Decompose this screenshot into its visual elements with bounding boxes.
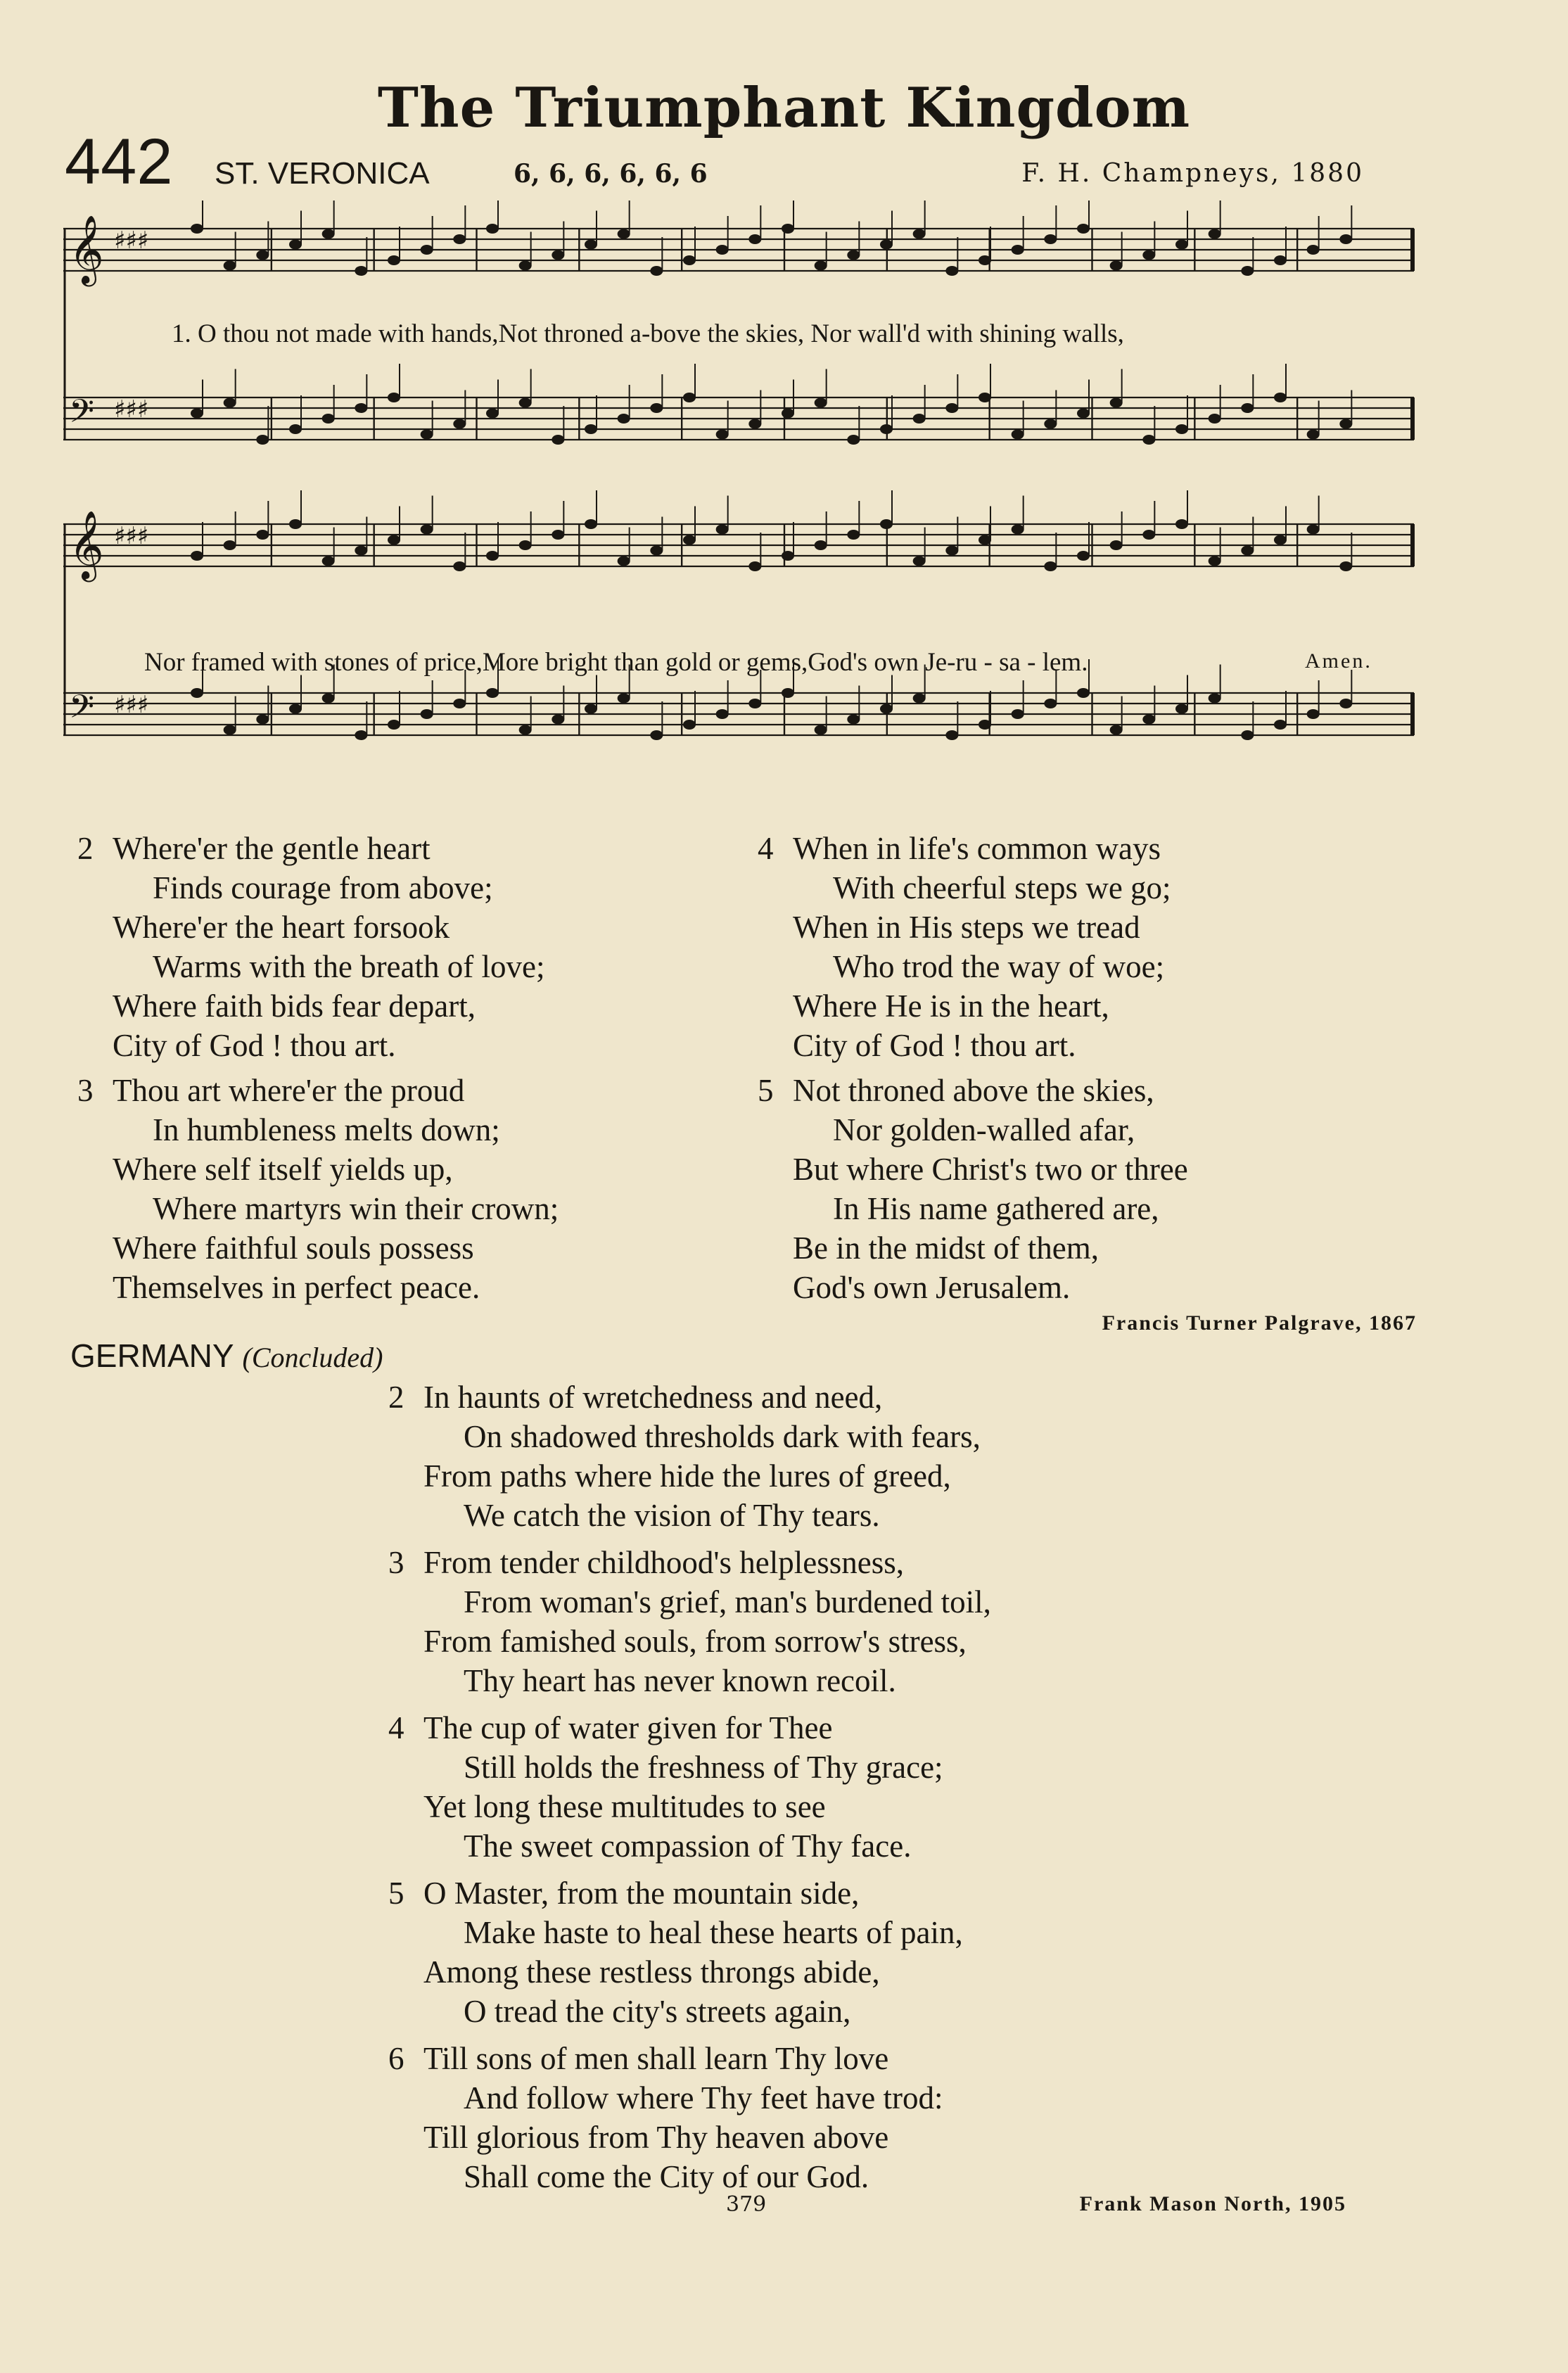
note-head [1209, 414, 1221, 424]
bass-clef-icon: 𝄢 [69, 688, 95, 734]
note-head [1110, 725, 1123, 735]
key-signature: ♯♯♯ [114, 395, 149, 424]
note-head [256, 530, 269, 540]
note-head [486, 409, 499, 419]
note-head [421, 430, 433, 440]
note-head [1012, 430, 1024, 440]
note-head [945, 546, 958, 556]
note-head [1274, 720, 1287, 730]
note-head [1241, 546, 1254, 556]
note-head [289, 240, 302, 250]
note-head [650, 403, 663, 413]
treble-clef-icon: 𝄞 [69, 215, 104, 284]
note-head [388, 255, 400, 265]
note-head [683, 255, 696, 265]
note-head [1077, 688, 1090, 698]
note-head [618, 229, 630, 239]
note-head [191, 409, 203, 419]
note-head [945, 403, 958, 413]
note-head [782, 224, 794, 234]
stanza-number: 2 [77, 831, 94, 866]
note-head [1241, 730, 1254, 740]
note-head [224, 261, 236, 271]
note-head [224, 725, 236, 735]
note-head [979, 255, 991, 265]
key-signature: ♯♯♯ [114, 691, 149, 719]
note-head [322, 694, 335, 704]
treble-clef-icon: 𝄞 [69, 510, 104, 579]
note-head [322, 229, 335, 239]
note-head [650, 546, 663, 556]
note-head [716, 709, 729, 719]
germany-heading: GERMANY (Concluded) [70, 1337, 383, 1374]
note-head [1142, 530, 1155, 540]
author-credit-2: Frank Mason North, 1905 [1079, 2192, 1346, 2215]
stanza-number: 5 [758, 1073, 774, 1108]
note-head [388, 535, 400, 545]
note-head [782, 409, 794, 419]
note-head [322, 414, 335, 424]
note-head [1307, 245, 1320, 255]
note-head [1012, 245, 1024, 255]
note-head [1175, 424, 1188, 434]
note-head [1077, 551, 1090, 561]
note-head [1044, 561, 1057, 571]
note-head [1209, 556, 1221, 566]
note-head [913, 229, 926, 239]
note-head [585, 519, 597, 529]
note-head [585, 424, 597, 434]
note-head [847, 715, 860, 725]
note-head [1077, 409, 1090, 419]
note-head [453, 699, 466, 708]
note-head [256, 250, 269, 260]
note-head [880, 519, 893, 529]
note-head [945, 730, 958, 740]
note-head [1142, 435, 1155, 445]
note-head [1274, 255, 1287, 265]
note-head [1110, 398, 1123, 408]
note-head [256, 715, 269, 725]
note-head [650, 266, 663, 276]
stanza-number: 3 [77, 1073, 94, 1108]
note-head [421, 525, 433, 535]
note-head [1142, 715, 1155, 725]
note-head [683, 720, 696, 730]
composer-credit: F. H. Champneys, 1880 [1021, 159, 1364, 188]
germany-stanza-2: 2 In haunts of wretchedness and need, On shadowed thresholds dark with fears, From paths where hide the lures of greed, We catch the vision of Thy tears. [388, 1380, 981, 1533]
key-signature: ♯♯♯ [114, 227, 149, 255]
note-head [224, 398, 236, 408]
note-head [1012, 709, 1024, 719]
note-head [1110, 261, 1123, 271]
note-head [1209, 229, 1221, 239]
note-head [585, 240, 597, 250]
stanza-4: 4 When in life's common ways With cheerful steps we go; When in His steps we tread Who trod the way of woe; Where He is in the heart, City of God ! thou art. [793, 829, 1171, 1065]
note-head [913, 414, 926, 424]
note-head [289, 704, 302, 714]
note-head [1307, 525, 1320, 535]
note-head [256, 435, 269, 445]
note-head [355, 546, 367, 556]
note-head [191, 688, 203, 698]
note-head [748, 699, 761, 708]
author-credit: Francis Turner Palgrave, 1867 [1102, 1311, 1417, 1335]
note-head [683, 535, 696, 545]
note-head [1339, 699, 1352, 708]
note-head [1241, 266, 1254, 276]
note-head [847, 530, 860, 540]
note-head [355, 403, 367, 413]
note-head [847, 250, 860, 260]
note-head [552, 435, 564, 445]
note-head [979, 720, 991, 730]
note-head [1339, 561, 1352, 571]
note-head [1241, 403, 1254, 413]
lyrics-line-2: Nor framed with stones of price,More bright than gold or gems,God's own Je-ru - sa - lem. [144, 648, 1088, 677]
note-head [1044, 234, 1057, 244]
note-head [782, 551, 794, 561]
note-head [650, 730, 663, 740]
note-head [618, 414, 630, 424]
note-head [355, 266, 367, 276]
note-head [486, 551, 499, 561]
note-head [913, 694, 926, 704]
note-head [880, 240, 893, 250]
note-head [748, 419, 761, 429]
germany-stanza-5: 5 O Master, from the mountain side, Make haste to heal these hearts of pain, Among these restless throngs abide, O tread the city's streets again, [388, 1876, 963, 2029]
stanza-5: 5 Not throned above the skies, Nor golden-walled afar, But where Christ's two or three In His name gathered are, Be in the midst of them, God's own Jerusalem. [793, 1071, 1188, 1307]
note-head [618, 556, 630, 566]
meter: 6, 6, 6, 6, 6, 6 [514, 159, 708, 189]
note-head [355, 730, 367, 740]
note-head [1209, 694, 1221, 704]
bass-clef-icon: 𝄢 [69, 393, 95, 438]
note-head [519, 540, 532, 550]
note-head [322, 556, 335, 566]
stanza-2: 2 Where'er the gentle heart Finds courage from above; Where'er the heart forsook Warms with the breath of love; Where faith bids fear depart, City of God ! thou art. [113, 829, 544, 1065]
note-head [388, 720, 400, 730]
note-head [453, 419, 466, 429]
note-head [1044, 699, 1057, 708]
stanza-number: 4 [758, 831, 774, 866]
note-head [191, 551, 203, 561]
note-head [782, 688, 794, 698]
note-head [519, 725, 532, 735]
germany-stanza-6: 6 Till sons of men shall learn Thy love And follow where Thy feet have trod: Till glorious from Thy heaven above Shall come the City of our God. [388, 2041, 943, 2194]
note-head [748, 561, 761, 571]
note-head [421, 709, 433, 719]
note-head [618, 694, 630, 704]
note-head [1339, 419, 1352, 429]
note-head [191, 224, 203, 234]
note-head [289, 519, 302, 529]
note-head [585, 704, 597, 714]
note-head [1175, 704, 1188, 714]
note-head [1142, 250, 1155, 260]
note-head [1044, 419, 1057, 429]
germany-stanza-4: 4 The cup of water given for Thee Still holds the freshness of Thy grace; Yet long these multitudes to see The sweet compassion of Thy face. [388, 1710, 943, 1864]
note-head [453, 234, 466, 244]
stanza-3: 3 Thou art where'er the proud In humbleness melts down; Where self itself yields up, Where martyrs win their crown; Where faithful souls possess Themselves in perfect peace. [113, 1071, 559, 1307]
note-head [716, 430, 729, 440]
note-head [1307, 709, 1320, 719]
note-head [1307, 430, 1320, 440]
note-head [453, 561, 466, 571]
note-head [880, 704, 893, 714]
amen-label: Amen. [1305, 649, 1372, 673]
page-number: 379 [726, 2192, 767, 2217]
germany-stanza-3: 3 From tender childhood's helplessness, From woman's grief, man's burdened toil, From famished souls, from sorrow's stress, Thy heart has never known recoil. [388, 1545, 991, 1698]
note-head [1077, 224, 1090, 234]
note-head [486, 688, 499, 698]
note-head [1175, 240, 1188, 250]
note-head [552, 530, 564, 540]
key-signature: ♯♯♯ [114, 522, 149, 550]
note-head [519, 261, 532, 271]
note-head [880, 424, 893, 434]
note-head [1274, 393, 1287, 402]
music-score [63, 201, 1421, 799]
note-head [224, 540, 236, 550]
note-head [815, 398, 827, 408]
note-head [421, 245, 433, 255]
section-title: The Triumphant Kingdom [377, 76, 1191, 140]
note-head [847, 435, 860, 445]
note-head [1110, 540, 1123, 550]
note-head [815, 725, 827, 735]
note-head [815, 540, 827, 550]
note-head [716, 245, 729, 255]
note-head [289, 424, 302, 434]
note-head [748, 234, 761, 244]
tune-name: ST. VERONICA [215, 156, 430, 191]
note-head [1012, 525, 1024, 535]
note-head [815, 261, 827, 271]
note-head [519, 398, 532, 408]
note-head [486, 224, 499, 234]
note-head [552, 715, 564, 725]
note-head [716, 525, 729, 535]
note-head [979, 393, 991, 402]
note-head [552, 250, 564, 260]
note-head [979, 535, 991, 545]
note-head [1175, 519, 1188, 529]
note-head [1274, 535, 1287, 545]
lyrics-line-1: 1. O thou not made with hands,Not throned a-bove the skies, Nor wall'd with shining walls, [172, 319, 1124, 348]
note-head [683, 393, 696, 402]
hymn-number: 442 [65, 126, 173, 198]
note-head [1339, 234, 1352, 244]
note-head [913, 556, 926, 566]
note-head [388, 393, 400, 402]
note-head [945, 266, 958, 276]
